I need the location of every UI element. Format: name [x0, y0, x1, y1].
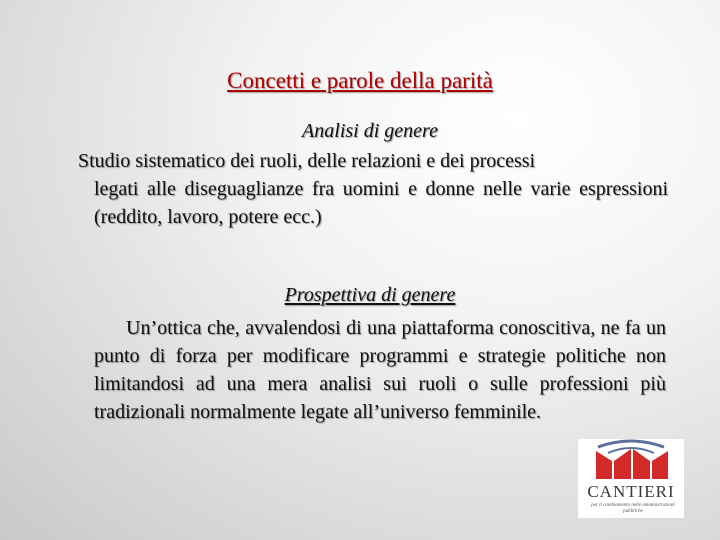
section-heading-analisi: Analisi di genere [302, 120, 438, 142]
slide-title: Concetti e parole della parità [227, 68, 493, 93]
cantieri-logo-mark-icon [578, 439, 684, 483]
section-text-prospettiva [94, 314, 666, 426]
logo-subtitle: per il cambiamento nelle amministrazioni pubbliche [591, 503, 675, 514]
cantieri-logo [578, 439, 684, 518]
section-text-analisi [78, 147, 668, 231]
section-text-analisi-line1: Studio sistematico dei ruoli, delle relazioni e dei processi [78, 150, 536, 172]
logo-wordmark: CANTIERI [587, 482, 675, 501]
section-text-analisi-rest: legati alle diseguaglianze fra uomini e donne nelle varie espressioni (reddito, lavoro, potere ecc.) [94, 178, 668, 228]
section-heading-prospettiva: Prospettiva di genere [284, 284, 456, 306]
section-text-prospettiva-body: Un’ottica che, avvalendosi di una piattaforma conoscitiva, ne fa un punto di forza per modificare programmi e strategie politiche non limitandosi ad una mera analisi sui ruoli o sulle professioni più tradizionali normalmente legate all’universo femminile. [94, 317, 666, 423]
